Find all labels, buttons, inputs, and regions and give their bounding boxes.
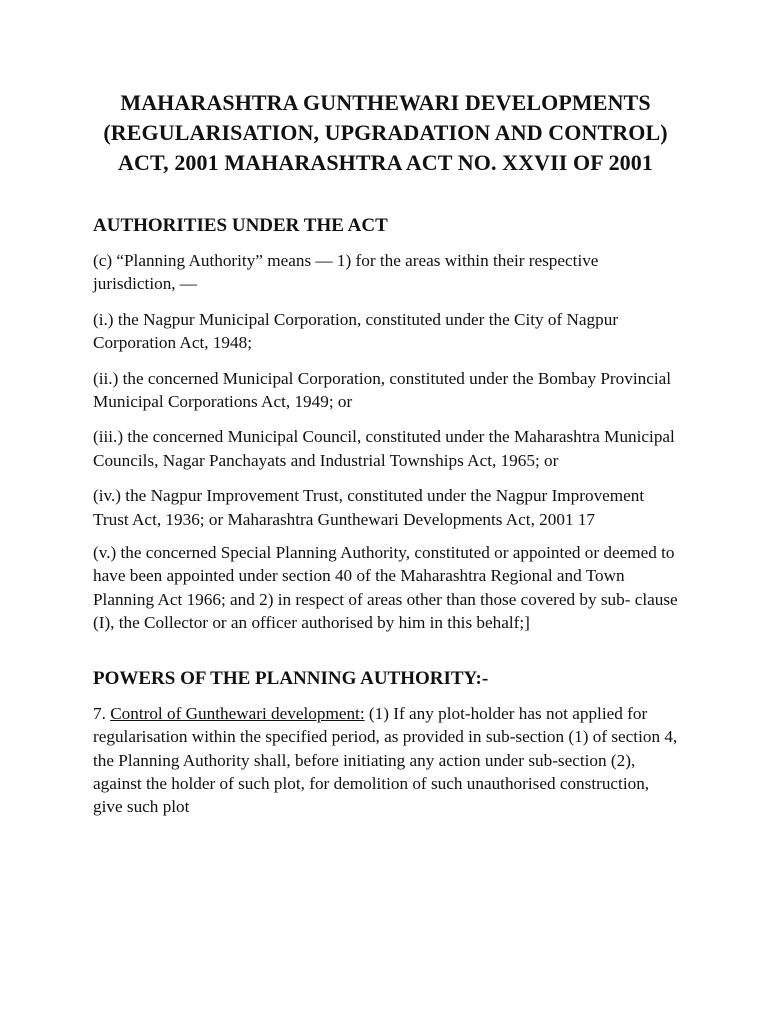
clause-iii: (iii.) the concerned Municipal Council, constituted under the Maharashtra Municipal Councils, Nagar Panchayats and Industrial Townships Act, 1965; or [93, 427, 675, 470]
document-title: MAHARASHTRA GUNTHEWARI DEVELOPMENTS (REGULARISATION, UPGRADATION AND CONTROL) ACT, 2001 MAHARASHTRA ACT NO. XXVII OF 2001 [103, 90, 668, 175]
clause-ii: (ii.) the concerned Municipal Corporation, constituted under the Bombay Provincial Municipal Corporations Act, 1949; or [93, 368, 672, 412]
authorities-heading: AUTHORITIES UNDER THE ACT [93, 215, 388, 236]
planning-authority-definition: (c) “Planning Authority” means — 1) for the areas within their respective jurisdiction, — [93, 251, 599, 294]
section-7-paragraph [93, 702, 678, 819]
section-number: 7. [93, 703, 111, 723]
section-text: (1) If any plot-holder has not applied for regularisation within the specified period, as provided in sub-section (1) of section 4, the Planning Authority shall, before initiating any action under sub-section (2), against the holder of such plot, for demolition of such unauthorised construction, give such plot [93, 703, 678, 817]
section-title: Control of Gunthewari development: [110, 703, 365, 723]
clause-i: (i.) the Nagpur Municipal Corporation, constituted under the City of Nagpur Corporation Act, 1948; [93, 309, 619, 353]
powers-heading: POWERS OF THE PLANNING AUTHORITY:- [93, 667, 489, 689]
clause-v: (v.) the concerned Special Planning Authority, constituted or appointed or deemed to have been appointed under section 40 of the Maharashtra Regional and Town Planning Act 1966; and 2) in respect of areas other than those covered by sub- clause (I), the Collector or an officer authorised by him in this behalf;] [93, 543, 678, 633]
clause-iv: (iv.) the Nagpur Improvement Trust, constituted under the Nagpur Improvement Trust Act, 1936; or Maharashtra Gunthewari Developments Act, 2001 17 [93, 486, 645, 529]
